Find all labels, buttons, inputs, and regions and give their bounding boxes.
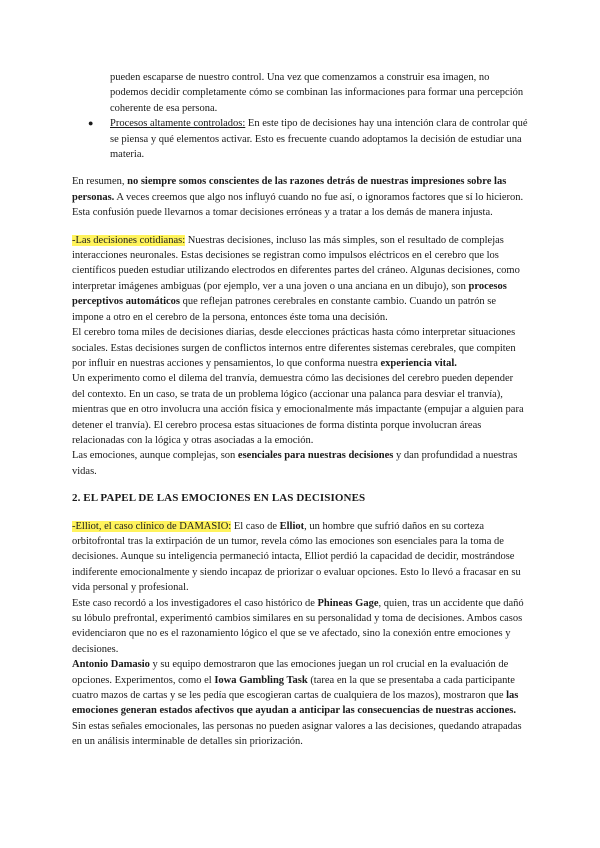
brain-bold: experiencia vital. bbox=[380, 357, 457, 369]
emotions-paragraph bbox=[72, 448, 528, 479]
elliot-text-c: , un hombre que sufrió daños en su corteza orbitofrontal tras la extirpación de un tumor, revela cómo las emociones son esenciales para la toma de decisiones. Aunque su inteligencia permaneció intacta, Elliot perdió la capacidad de decidir, mostrándose indiferente emocionalmente y siendo incapaz de priorizar o evaluar opciones. Esto lo llevó a fracasar en su vida personal y profesional. bbox=[72, 520, 521, 594]
bullet-item-controlled-processes bbox=[72, 116, 528, 162]
brain-decisions-paragraph bbox=[72, 325, 528, 371]
bullet-text: En este tipo de decisiones hay una intención clara de controlar qué se piensa y qué elementos activar. Esto es frecuente cuando adoptamos la decisión de estudiar una materia. bbox=[110, 118, 528, 161]
elliot-paragraph bbox=[72, 519, 528, 596]
gage-text-a: Este caso recordó a los investigadores el caso histórico de bbox=[72, 597, 318, 609]
daily-decisions-label: -Las decisiones cotidianas: bbox=[72, 234, 186, 246]
damasio-bold-e: las emociones generan estados afectivos que ayudan a anticipar las consecuencias de nuestras acciones. bbox=[72, 690, 519, 717]
trolley-paragraph: Un experimento como el dilema del tranvía, demuestra cómo las decisiones del cerebro pueden depender del contexto. En un caso, se trata de un problema lógico (accionar una palanca para desviar el tranvía), mientras que en otro involucra una acción física y emocionalmente más impactante (empujar a alguien para detener el tranvía). El cerebro procesa estas situaciones de forma distinta porque involucran áreas relacionadas con la lógica y otras asociadas a la emoción. bbox=[72, 373, 524, 446]
daily-decisions-paragraph bbox=[72, 233, 528, 325]
intro-continuation: pueden escaparse de nuestro control. Una vez que comenzamos a construir esa imagen, no podemos decidir completamente cómo se combinan las informaciones para formar una percepción coherente de esa persona. bbox=[110, 72, 524, 114]
damasio-paragraph bbox=[72, 657, 528, 749]
gage-text-c: , quien, tras un accidente que dañó su lóbulo prefrontal, experimentó cambios similares en su personalidad y toma de decisiones. Ambos casos evidenciaron que no es el razonamiento lógico el que se ve afectado, sino la conexión entre emociones y decisiones. bbox=[72, 597, 524, 655]
section-heading: 2. EL PAPEL DE LAS EMOCIONES EN LAS DECISIONES bbox=[72, 492, 366, 505]
summary-rest: A veces creemos que algo nos influyó cuando no fue así, o ignoramos factores que sí lo hicieron. Esta confusión puede llevarnos a tomar decisiones erróneas y a tratar a los demás de manera injusta. bbox=[72, 191, 524, 219]
emotions-bold: esenciales para nuestras decisiones bbox=[237, 450, 394, 462]
elliot-bold: Elliot bbox=[279, 520, 305, 532]
gage-paragraph bbox=[72, 596, 528, 658]
emotions-text-c: y dan profundidad a nuestras vidas. bbox=[72, 450, 518, 477]
damasio-text-f: Sin estas señales emocionales, las personas no pueden asignar valores a las decisiones, quedando atrapadas en un análisis interminable de detalles sin priorización. bbox=[72, 720, 522, 748]
document-body bbox=[72, 70, 528, 750]
gage-bold: Phineas Gage bbox=[317, 597, 379, 609]
summary-bold: no siempre somos conscientes de las razones detrás de nuestras impresiones sobre las personas. bbox=[72, 176, 507, 203]
daily-text-c: que reflejan patrones cerebrales en constante cambio. Cuando un patrón se impone a otro en el cerebro de la persona, entonces éste toma una decisión. bbox=[72, 296, 497, 323]
iowa-bold: Iowa Gambling Task bbox=[214, 674, 308, 686]
damasio-text-d: (tarea en la que se presentaba a cada participante cuatro mazos de cartas y se les pedía que escogieran cartas de cualquiera de los mazos), mostraron que bbox=[72, 674, 515, 702]
emotions-text-a: Las emociones, aunque complejas, son bbox=[72, 450, 238, 462]
brain-text: El cerebro toma miles de decisiones diarias, desde elecciones prácticas hasta cómo interpretar situaciones sociales. Estas decisiones surgen de conflictos internos entre diferentes sistemas cerebrales, que compiten por influir en nuestras acciones y pensamientos, lo que conforma nuestra bbox=[72, 327, 516, 369]
daily-text-a: Nuestras decisiones, incluso las más simples, son el resultado de complejas interacciones neuronales. Estas decisiones se registran como impulsos eléctricos en el cerebro que los científicos pueden estudiar utilizando electrodos en diferentes partes del cráneo. Algunas decisiones, como interpretar imágenes ambiguas (por ejemplo, ver a una joven o una anciana en un dibujo), son bbox=[72, 234, 520, 292]
elliot-label: -Elliot, el caso clínico de DAMASIO: bbox=[72, 520, 232, 532]
summary-paragraph bbox=[72, 174, 528, 220]
daily-bold: procesos perceptivos automáticos bbox=[72, 280, 507, 308]
elliot-text-a: El caso de bbox=[231, 520, 280, 532]
summary-lead: En resumen, bbox=[72, 176, 128, 188]
damasio-bold: Antonio Damasio bbox=[72, 659, 150, 671]
bullet-dot-icon: ● bbox=[88, 118, 94, 129]
damasio-text-b: y su equipo demostraron que las emociones juegan un rol crucial en la evaluación de opciones. Experimentos, como el bbox=[72, 659, 509, 686]
bullet-title: Procesos altamente controlados: bbox=[110, 118, 246, 130]
